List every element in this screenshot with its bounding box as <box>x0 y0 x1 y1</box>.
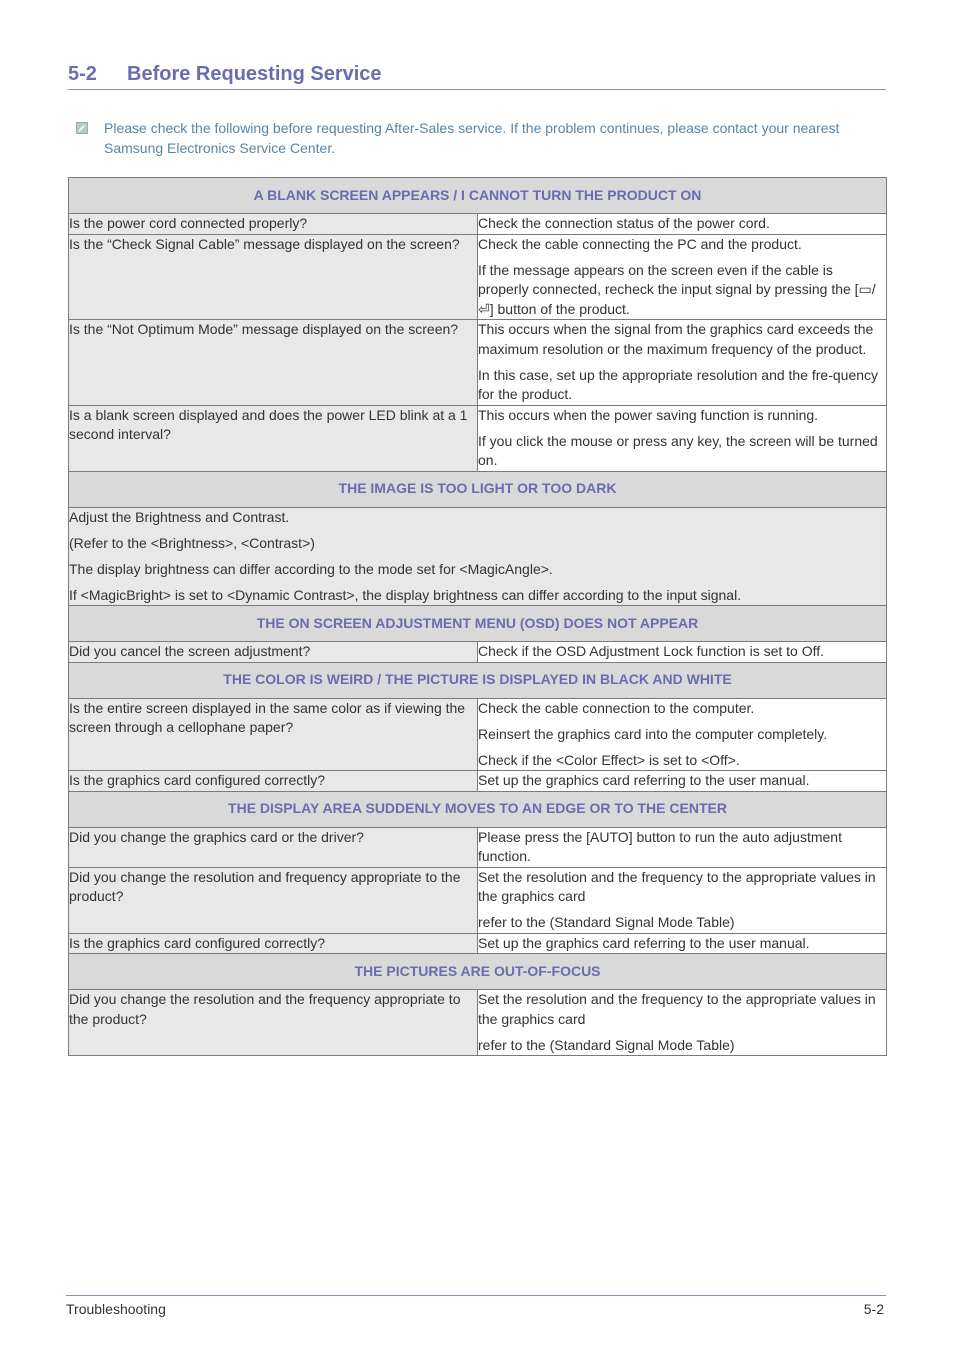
note-text: Please check the following before requesting After-Sales service. If the problem continues, please contact your nearest Samsung Electronics Service Center. <box>104 120 840 156</box>
symptom-text: Is the “Not Optimum Mode” message displayed on the screen? <box>69 321 459 337</box>
section-heading: THE IMAGE IS TOO LIGHT OR TOO DARK <box>69 471 887 507</box>
section-header-row <box>69 178 887 214</box>
table-row <box>69 405 887 471</box>
footer-page-number: 5-2 <box>863 1301 884 1317</box>
symptom-text: Is a blank screen displayed and does the power LED blink at a 1 second interval? <box>69 406 468 442</box>
symptom-cell <box>69 214 478 235</box>
symptom-cell <box>69 827 478 867</box>
symptom-cell <box>69 320 478 406</box>
section-heading: THE DISPLAY AREA SUDDENLY MOVES TO AN EDGE OR TO THE CENTER <box>69 791 887 827</box>
table-row <box>69 507 887 606</box>
note-box <box>76 119 876 158</box>
solution-text: Check the connection status of the power cord. <box>478 215 770 231</box>
solution-cell <box>478 234 887 320</box>
solution-cell <box>478 933 887 954</box>
solution-text: Set up the graphics card referring to the user manual. <box>478 772 810 788</box>
table-row <box>69 827 887 867</box>
symptom-text: Is the graphics card configured correctly? <box>69 934 326 951</box>
solution-text: Reinsert the graphics card into the computer completely. <box>478 725 828 742</box>
symptom-cell <box>69 990 478 1056</box>
solution-cell <box>69 507 887 606</box>
table-row <box>69 234 887 320</box>
solution-text: In this case, set up the appropriate resolution and the fre-quency for the product. <box>478 366 879 402</box>
solution-text: If <MagicBright> is set to <Dynamic Contrast>, the display brightness can differ according to the input signal. <box>69 586 742 603</box>
section-heading: A BLANK SCREEN APPEARS / I CANNOT TURN THE PRODUCT ON <box>69 178 887 214</box>
footer-divider <box>66 1295 886 1296</box>
symptom-cell <box>69 933 478 954</box>
table-row <box>69 642 887 663</box>
symptom-cell <box>69 405 478 471</box>
solution-text: refer to the (Standard Signal Mode Table) <box>478 1036 735 1053</box>
solution-text: (Refer to the <Brightness>, <Contrast>) <box>69 534 315 551</box>
symptom-cell <box>69 642 478 663</box>
section-heading: THE ON SCREEN ADJUSTMENT MENU (OSD) DOES NOT APPEAR <box>69 606 887 642</box>
page-title: Before Requesting Service <box>127 63 382 85</box>
table-row <box>69 990 887 1056</box>
solution-text: Set the resolution and the frequency to the appropriate values in the graphics card <box>478 868 876 904</box>
symptom-cell <box>69 698 478 771</box>
symptom-text: Did you change the resolution and frequency appropriate to the product? <box>69 868 461 904</box>
troubleshooting-table <box>68 177 887 1056</box>
table-row <box>69 698 887 771</box>
section-number: 5-2 <box>68 63 97 85</box>
solution-cell <box>478 320 887 406</box>
solution-text: Please press the [AUTO] button to run the auto adjustment function. <box>478 828 842 864</box>
solution-text: Set the resolution and the frequency to the appropriate values in the graphics card <box>478 991 876 1027</box>
table-row <box>69 214 887 235</box>
symptom-cell <box>69 867 478 933</box>
solution-text: This occurs when the power saving function is running. <box>478 406 819 423</box>
solution-text: Check if the OSD Adjustment Lock function is set to Off. <box>478 643 825 659</box>
footer-chapter: Troubleshooting <box>66 1301 166 1317</box>
solution-text: Adjust the Brightness and Contrast. <box>69 508 290 525</box>
section-header-row <box>69 954 887 990</box>
page-header <box>68 60 886 90</box>
symptom-text: Did you change the graphics card or the driver? <box>69 828 364 845</box>
solution-cell <box>478 990 887 1056</box>
section-header-row <box>69 791 887 827</box>
solution-text: Check the cable connection to the computer. <box>478 699 755 716</box>
note-icon <box>76 122 88 134</box>
solution-text: Check the cable connecting the PC and the product. <box>478 235 802 252</box>
solution-text: If the message appears on the screen even if the cable is properly connected, recheck the input signal by pressing the [▭/⏎] button of the product. <box>478 261 876 317</box>
symptom-cell <box>69 234 478 320</box>
solution-cell <box>478 867 887 933</box>
solution-cell <box>478 405 887 471</box>
solution-text: This occurs when the signal from the graphics card exceeds the maximum resolution or the maximum frequency of the product. <box>478 321 874 357</box>
section-header-row <box>69 471 887 507</box>
solution-cell <box>478 642 887 663</box>
table-row <box>69 867 887 933</box>
solution-cell <box>478 827 887 867</box>
table-row <box>69 933 887 954</box>
solution-cell <box>478 698 887 771</box>
solution-text: refer to the (Standard Signal Mode Table) <box>478 914 735 930</box>
solution-text: The display brightness can differ according to the mode set for <MagicAngle>. <box>69 560 553 577</box>
solution-text: If you click the mouse or press any key, the screen will be turned on. <box>478 432 878 468</box>
symptom-text: Did you change the resolution and the frequency appropriate to the product? <box>69 991 461 1027</box>
section-header-row <box>69 606 887 642</box>
solution-text: Check if the <Color Effect> is set to <Off>. <box>478 751 740 768</box>
symptom-text: Is the “Check Signal Cable” message displayed on the screen? <box>69 235 460 252</box>
symptom-text: Is the graphics card configured correctly? <box>69 772 326 788</box>
symptom-text: Did you cancel the screen adjustment? <box>69 643 311 659</box>
section-heading: THE PICTURES ARE OUT-OF-FOCUS <box>69 954 887 990</box>
table-row <box>69 771 887 792</box>
symptom-text: Is the entire screen displayed in the same color as if viewing the screen through a cellophane paper? <box>69 699 466 735</box>
section-heading: THE COLOR IS WEIRD / THE PICTURE IS DISPLAYED IN BLACK AND WHITE <box>69 662 887 698</box>
table-row <box>69 320 887 406</box>
section-header-row <box>69 662 887 698</box>
symptom-cell <box>69 771 478 792</box>
symptom-text: Is the power cord connected properly? <box>69 215 308 231</box>
solution-cell <box>478 214 887 235</box>
solution-text: Set up the graphics card referring to the user manual. <box>478 934 810 951</box>
solution-cell <box>478 771 887 792</box>
